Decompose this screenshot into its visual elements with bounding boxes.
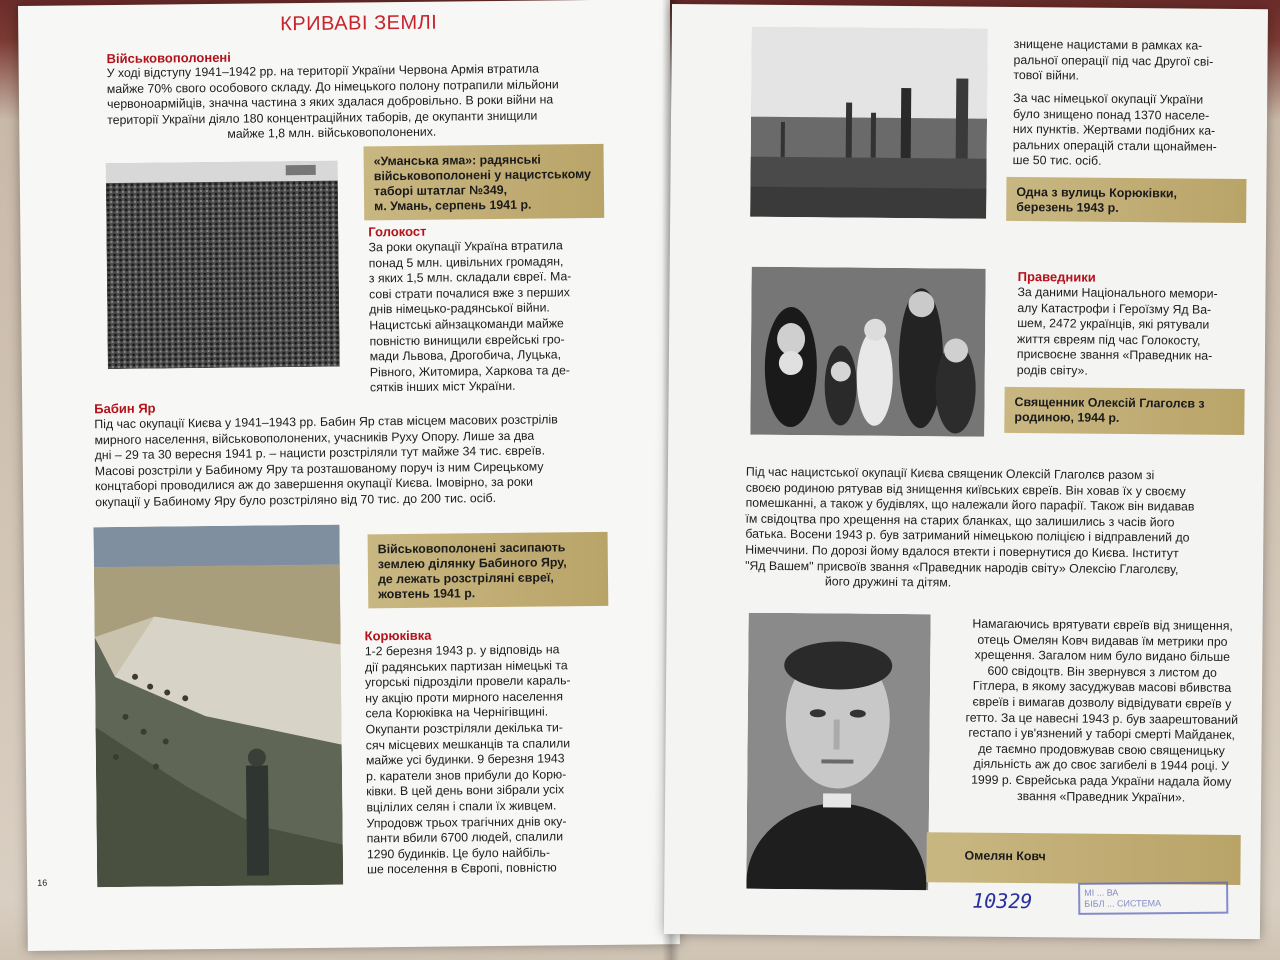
text-line: його дружині та дітям. xyxy=(824,574,952,590)
text-line: майже усі будинки. 9 березня 1943 xyxy=(365,751,565,768)
text-line: звання «Праведник України». xyxy=(1016,788,1186,805)
text-line: ківки. В цей день вони зібрали усіх xyxy=(366,782,565,799)
text-line: ну акцію проти мирного населення xyxy=(365,689,564,706)
text-line: р. каратели знов прибули до Корю- xyxy=(366,767,567,784)
text-line: майже 70% свого особового складу. До німецького полону потрапили мільйони xyxy=(106,76,559,96)
text-line: ральних операцій стали щонаймен- xyxy=(1012,137,1217,154)
text-line: ральної операції під час Другої сві- xyxy=(1013,52,1214,69)
caption-kovch: Омелян Ковч xyxy=(926,832,1240,885)
section-heading-holocaust: Голокост xyxy=(368,223,427,240)
text-line: сяч місцевих мешканців та спалили xyxy=(365,735,571,752)
text-line: повністю винищили єврейські гро- xyxy=(369,331,565,348)
text-line: гестапо і ув'язнений у таборі смерті Майданек, xyxy=(968,725,1235,743)
section-heading-koriukivka: Корюківка xyxy=(364,627,432,644)
caption-line: землею ділянку Бабиного Яру, xyxy=(377,555,567,572)
text-line: Упродовж трьох трагічних днів оку- xyxy=(366,813,567,830)
text-line: Нацистські айнзацкоманди майже xyxy=(369,316,564,333)
text-line: сові страти почалися вже з перших xyxy=(368,285,570,302)
text-line: За роки окупації Україна втратила xyxy=(368,238,563,255)
page-title: КРИВАВІ ЗЕМЛІ xyxy=(280,11,438,36)
text-line: Масові розстріли у Бабиному Яру та розташованому поруч із ним Сирецькому xyxy=(94,459,544,479)
text-line: Під час нацистської окупації Києва священик Олексій Глаголєв разом зі xyxy=(745,464,1155,483)
text-line: червоноармійців, значна частина з яких здалася добровільно. В роки війни на xyxy=(106,92,554,112)
caption-babyn-yar xyxy=(368,532,609,609)
photo-koriukivka-ruins xyxy=(750,27,988,219)
text-line: майже 1,8 млн. військовополонених. xyxy=(227,125,437,142)
occupation-destruction-text xyxy=(1013,91,1246,171)
text-line: Під час окупації Києва у 1941–1943 рр. Бабин Яр став місцем масових розстрілів xyxy=(94,412,558,432)
text-line: присвоєне звання «Праведник на- xyxy=(1016,347,1213,364)
text-line: Рівного, Житомира, Харкова та де- xyxy=(369,362,571,380)
section-text-holocaust xyxy=(368,238,606,396)
page-number: 16 xyxy=(37,877,48,888)
text-line: Окупанти розстріляли декілька ти- xyxy=(365,720,564,737)
text-line: панти вбили 6700 людей, спалили xyxy=(366,829,564,846)
section-text-pows xyxy=(107,61,608,144)
text-line: мади Львова, Дрогобича, Луцька, xyxy=(369,347,562,364)
handwritten-inventory-number: 10329 xyxy=(972,888,1033,914)
text-line: території України діяло 180 концентраційних таборів, де окупанти знищили xyxy=(107,108,538,127)
text-line: вцілілих селян і спали їх живцем. xyxy=(366,798,557,815)
caption-uman xyxy=(363,144,604,221)
text-line: своєю родиною рятував від знищення київських євреїв. Він ховав їх у своєму xyxy=(745,480,1186,499)
text-line: 1290 будинків. Це було найбіль- xyxy=(366,845,551,862)
caption-line: м. Умань, серпень 1941 р. xyxy=(374,197,532,214)
text-line: Німеччини. По дорозі йому вдалося втекти і повернутися до Києва. Інститут xyxy=(745,542,1179,561)
caption-line: таборі штатлаг №349, xyxy=(373,182,508,199)
text-line: знищене нацистами в рамках ка- xyxy=(1013,36,1203,53)
text-line: понад 5 млн. цивільних громадян, xyxy=(368,253,564,270)
text-line: хрещення. Загалом ним було видано більше xyxy=(974,647,1231,665)
text-line: помешканні, а також у будівлях, що належали його парафії. Також він видавав xyxy=(745,495,1195,514)
section-heading-righteous: Праведники xyxy=(1017,269,1096,285)
section-text-koriukivka xyxy=(365,642,611,878)
text-line: тової війни. xyxy=(1013,68,1080,83)
text-line: За час німецької окупації України xyxy=(1013,90,1204,107)
caption-line: березень 1943 р. xyxy=(1016,200,1119,215)
text-line: життя євреям під час Голокосту, xyxy=(1017,331,1201,348)
text-line: ше 50 тис. осіб. xyxy=(1012,153,1102,169)
text-line: мирного населення, військовополонених, учасників Руху Опору. Лише за два xyxy=(94,428,535,447)
text-line: 1999 р. Єврейська рада України надала йому xyxy=(971,772,1232,789)
text-line: гетто. За це навесні 1943 р. був заарештований xyxy=(965,710,1239,727)
text-line: "Яд Вашем" присвоїв звання «Праведник народів світу» Олексію Глаголєву, xyxy=(745,558,1179,577)
koriukivka-continued-text xyxy=(1013,37,1245,86)
section-text-righteous xyxy=(1017,285,1246,381)
photo-omelian-kovch xyxy=(746,613,930,891)
caption-line: Одна з вулиць Корюківки, xyxy=(1016,185,1178,201)
caption-line: військовополонені у нацистському xyxy=(373,167,592,184)
text-line: отець Омелян Ковч видавав їм метрики про xyxy=(977,632,1228,649)
text-line: концтаборі проводилися аж до завершення окупації Києва. Імовірно, за роки xyxy=(94,475,534,494)
text-line: шем, 2472 українців, які рятували xyxy=(1017,316,1210,332)
stamp-line: МІ ... ВА xyxy=(1084,887,1119,898)
text-line: їм свідоцтва про хрещення на старих бланках, що залишились з часів його xyxy=(745,511,1175,530)
text-line: 600 свідоцтв. Він звернувся з листом до xyxy=(987,663,1217,680)
text-line: ше поселення в Європі, повністю xyxy=(366,860,557,877)
caption-glagolev xyxy=(1004,387,1244,435)
photo-babyn-yar xyxy=(93,525,343,888)
caption-line: Священник Олексій Глаголєв з xyxy=(1014,395,1205,411)
text-line: батька. Восени 1943 р. був затриманий німецькою поліцією і відправлений до xyxy=(745,527,1190,545)
text-line: родів світу». xyxy=(1016,362,1088,378)
text-line: дні – 29 та 30 вересня 1941 р. – нацисти розстріляли тут майже 34 тис. євреїв. xyxy=(94,443,546,463)
text-line: діяльність аж до своє загибелі в 1944 році. У xyxy=(973,757,1230,774)
text-line: було знищено понад 1370 населе- xyxy=(1012,106,1210,123)
text-line: євреїв і вимагав дозволу відвідувати євреїв у xyxy=(972,694,1232,711)
photo-uman-pit xyxy=(106,161,340,369)
text-line: За даними Національного мемори- xyxy=(1017,285,1218,301)
caption-line: Військовополонені засипають xyxy=(377,540,566,557)
stamp-line: БІБЛ ... СИСТЕМА xyxy=(1084,898,1162,909)
text-line: сятків інших міст України. xyxy=(369,379,516,395)
text-line: днів німецько-радянської війни. xyxy=(369,300,550,317)
left-page xyxy=(18,0,680,951)
right-page xyxy=(664,4,1268,939)
photo-glagolev-family xyxy=(750,267,985,437)
text-line: алу Катастрофи і Героїзму Яд Ва- xyxy=(1017,300,1212,317)
text-line: Намагаючись врятувати євреїв від знищення, xyxy=(972,616,1233,633)
section-heading-babyn-yar: Бабин Яр xyxy=(94,400,156,417)
text-line: угорські підрозділи провели караль- xyxy=(365,673,571,690)
text-line: У ході відступу 1941–1942 рр. на території України Червона Армія втратила xyxy=(106,61,540,81)
caption-line: де лежать розстріляні євреї, xyxy=(377,570,554,587)
kovch-story-text xyxy=(961,617,1243,807)
section-text-babyn-yar xyxy=(94,412,610,511)
text-line: з яких 1,5 млн. складали євреї. Ма- xyxy=(368,269,572,286)
library-stamp xyxy=(1078,882,1228,915)
glagolev-story-text xyxy=(745,465,1246,594)
text-line: окупації у Бабиному Яру було розстріляно від 70 тис. до 200 тис. осіб. xyxy=(95,490,497,510)
section-heading-pows: Військовополонені xyxy=(106,49,231,67)
text-line: них пунктів. Жертвами подібних ка- xyxy=(1012,122,1216,138)
text-line: дії радянських партизан німецькі та xyxy=(364,657,568,674)
text-line: Гітлера, в якому засуджував масові вбивства xyxy=(972,679,1232,696)
text-line: села Корюківка на Чернігівщині. xyxy=(365,704,549,721)
caption-line: жовтень 1941 р. xyxy=(378,586,476,602)
caption-koriukivka xyxy=(1006,177,1246,223)
caption-line: родиною, 1944 р. xyxy=(1014,410,1120,425)
text-line: де таємно продовжував свою священицьку xyxy=(978,741,1225,758)
text-line: 1-2 березня 1943 р. у відповідь на xyxy=(364,642,560,659)
caption-line: «Уманська яма»: радянські xyxy=(373,152,541,169)
